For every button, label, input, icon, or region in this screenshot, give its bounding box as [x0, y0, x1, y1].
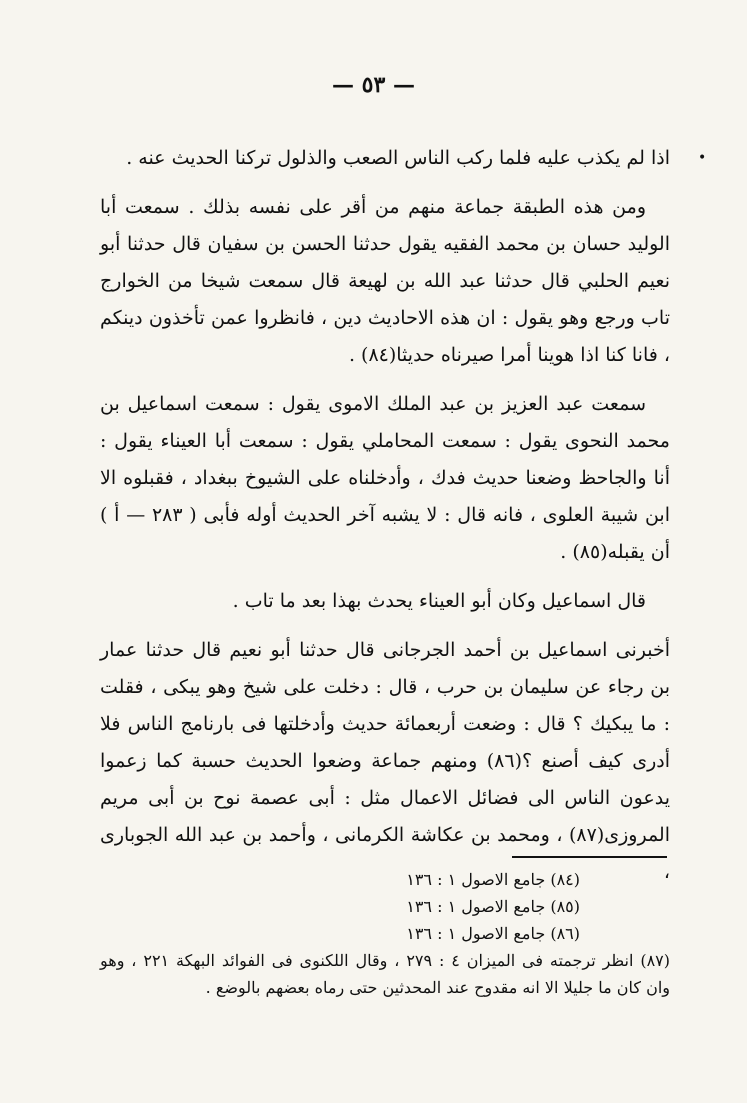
- footnote-separator: [512, 856, 667, 858]
- footnotes: [100, 866, 670, 1001]
- paragraph-4: قال اسماعيل وكان أبو العيناء يحدث بهذا بعد ما تاب .: [232, 590, 646, 612]
- footnote-85: (٨٥) جامع الاصول ١ : ١٣٦: [406, 897, 580, 916]
- page-number: — ٥٣ —: [332, 72, 415, 98]
- main-text: [100, 140, 670, 903]
- paragraph-3: سمعت عبد العزيز بن عبد الملك الاموى يقول : سمعت اسماعيل بن محمد النحوى يقول : سمعت المحاملي يقول : سمعت أبا العيناء يقول : أنا والجاحظ وضعنا حديث فدك ، وأدخلناه على الشيوخ ببغداد ، فقبلوه الا ابن شيبة العلوى ، فانه قال : لا يشبه آخر الحديث أوله فأبى ( ٢٨٣ — أ ) أن يقبله(٨٥) .: [100, 393, 670, 563]
- paragraph-1: اذا لم يكذب عليه فلما ركب الناس الصعب والذلول تركنا الحديث عنه .: [126, 147, 670, 169]
- footnote-87: (٨٧) انظر ترجمته فى الميزان ٤ : ٢٧٩ ، وقال اللكنوى فى الفوائد البهكة ٢٢١ ، وهو وان كان ما جليلا الا انه مقدوح عند المحدثين حتى رماه بعضهم بالوضع .: [100, 951, 671, 997]
- footnote-84: (٨٤) جامع الاصول ١ : ١٣٦: [406, 870, 580, 889]
- margin-bullet: •: [698, 150, 707, 166]
- paragraph-5: أخبرنى اسماعيل بن أحمد الجرجانى قال حدثنا أبو نعيم قال حدثنا عمار بن رجاء عن سليمان بن حرب ، قال : دخلت على شيخ وهو يبكى ، فقلت : ما يبكيك ؟ قال : وضعت أربعمائة حديث وأدخلتها فى بارنامج الناس فلا أدرى كيف أصنع ؟(٨٦) ومنهم جماعة وضعوا الحديث حسبة كما زعموا يدعون الناس الى فضائل الاعمال مثل : أبى عصمة نوح بن أبى مريم المروزى(٨٧) ، ومحمد بن عكاشة الكرمانى ، وأحمد بن عبد الله الجوبارى ،: [100, 639, 671, 883]
- footnote-86: (٨٦) جامع الاصول ١ : ١٣٦: [406, 924, 580, 943]
- paragraph-2: ومن هذه الطبقة جماعة منهم من أقر على نفسه بذلك . سمعت أبا الوليد حسان بن محمد الفقيه يقول حدثنا الحسن بن سفيان قال حدثنا أبو نعيم الحلبي قال حدثنا عبد الله بن لهيعة قال سمعت شيخا من الخوارج تاب ورجع وهو يقول : ان هذه الاحاديث دين ، فانظروا عمن تأخذون دينكم ، فانا كنا اذا هوينا أمرا صيرناه حديثا(٨٤) .: [100, 196, 670, 366]
